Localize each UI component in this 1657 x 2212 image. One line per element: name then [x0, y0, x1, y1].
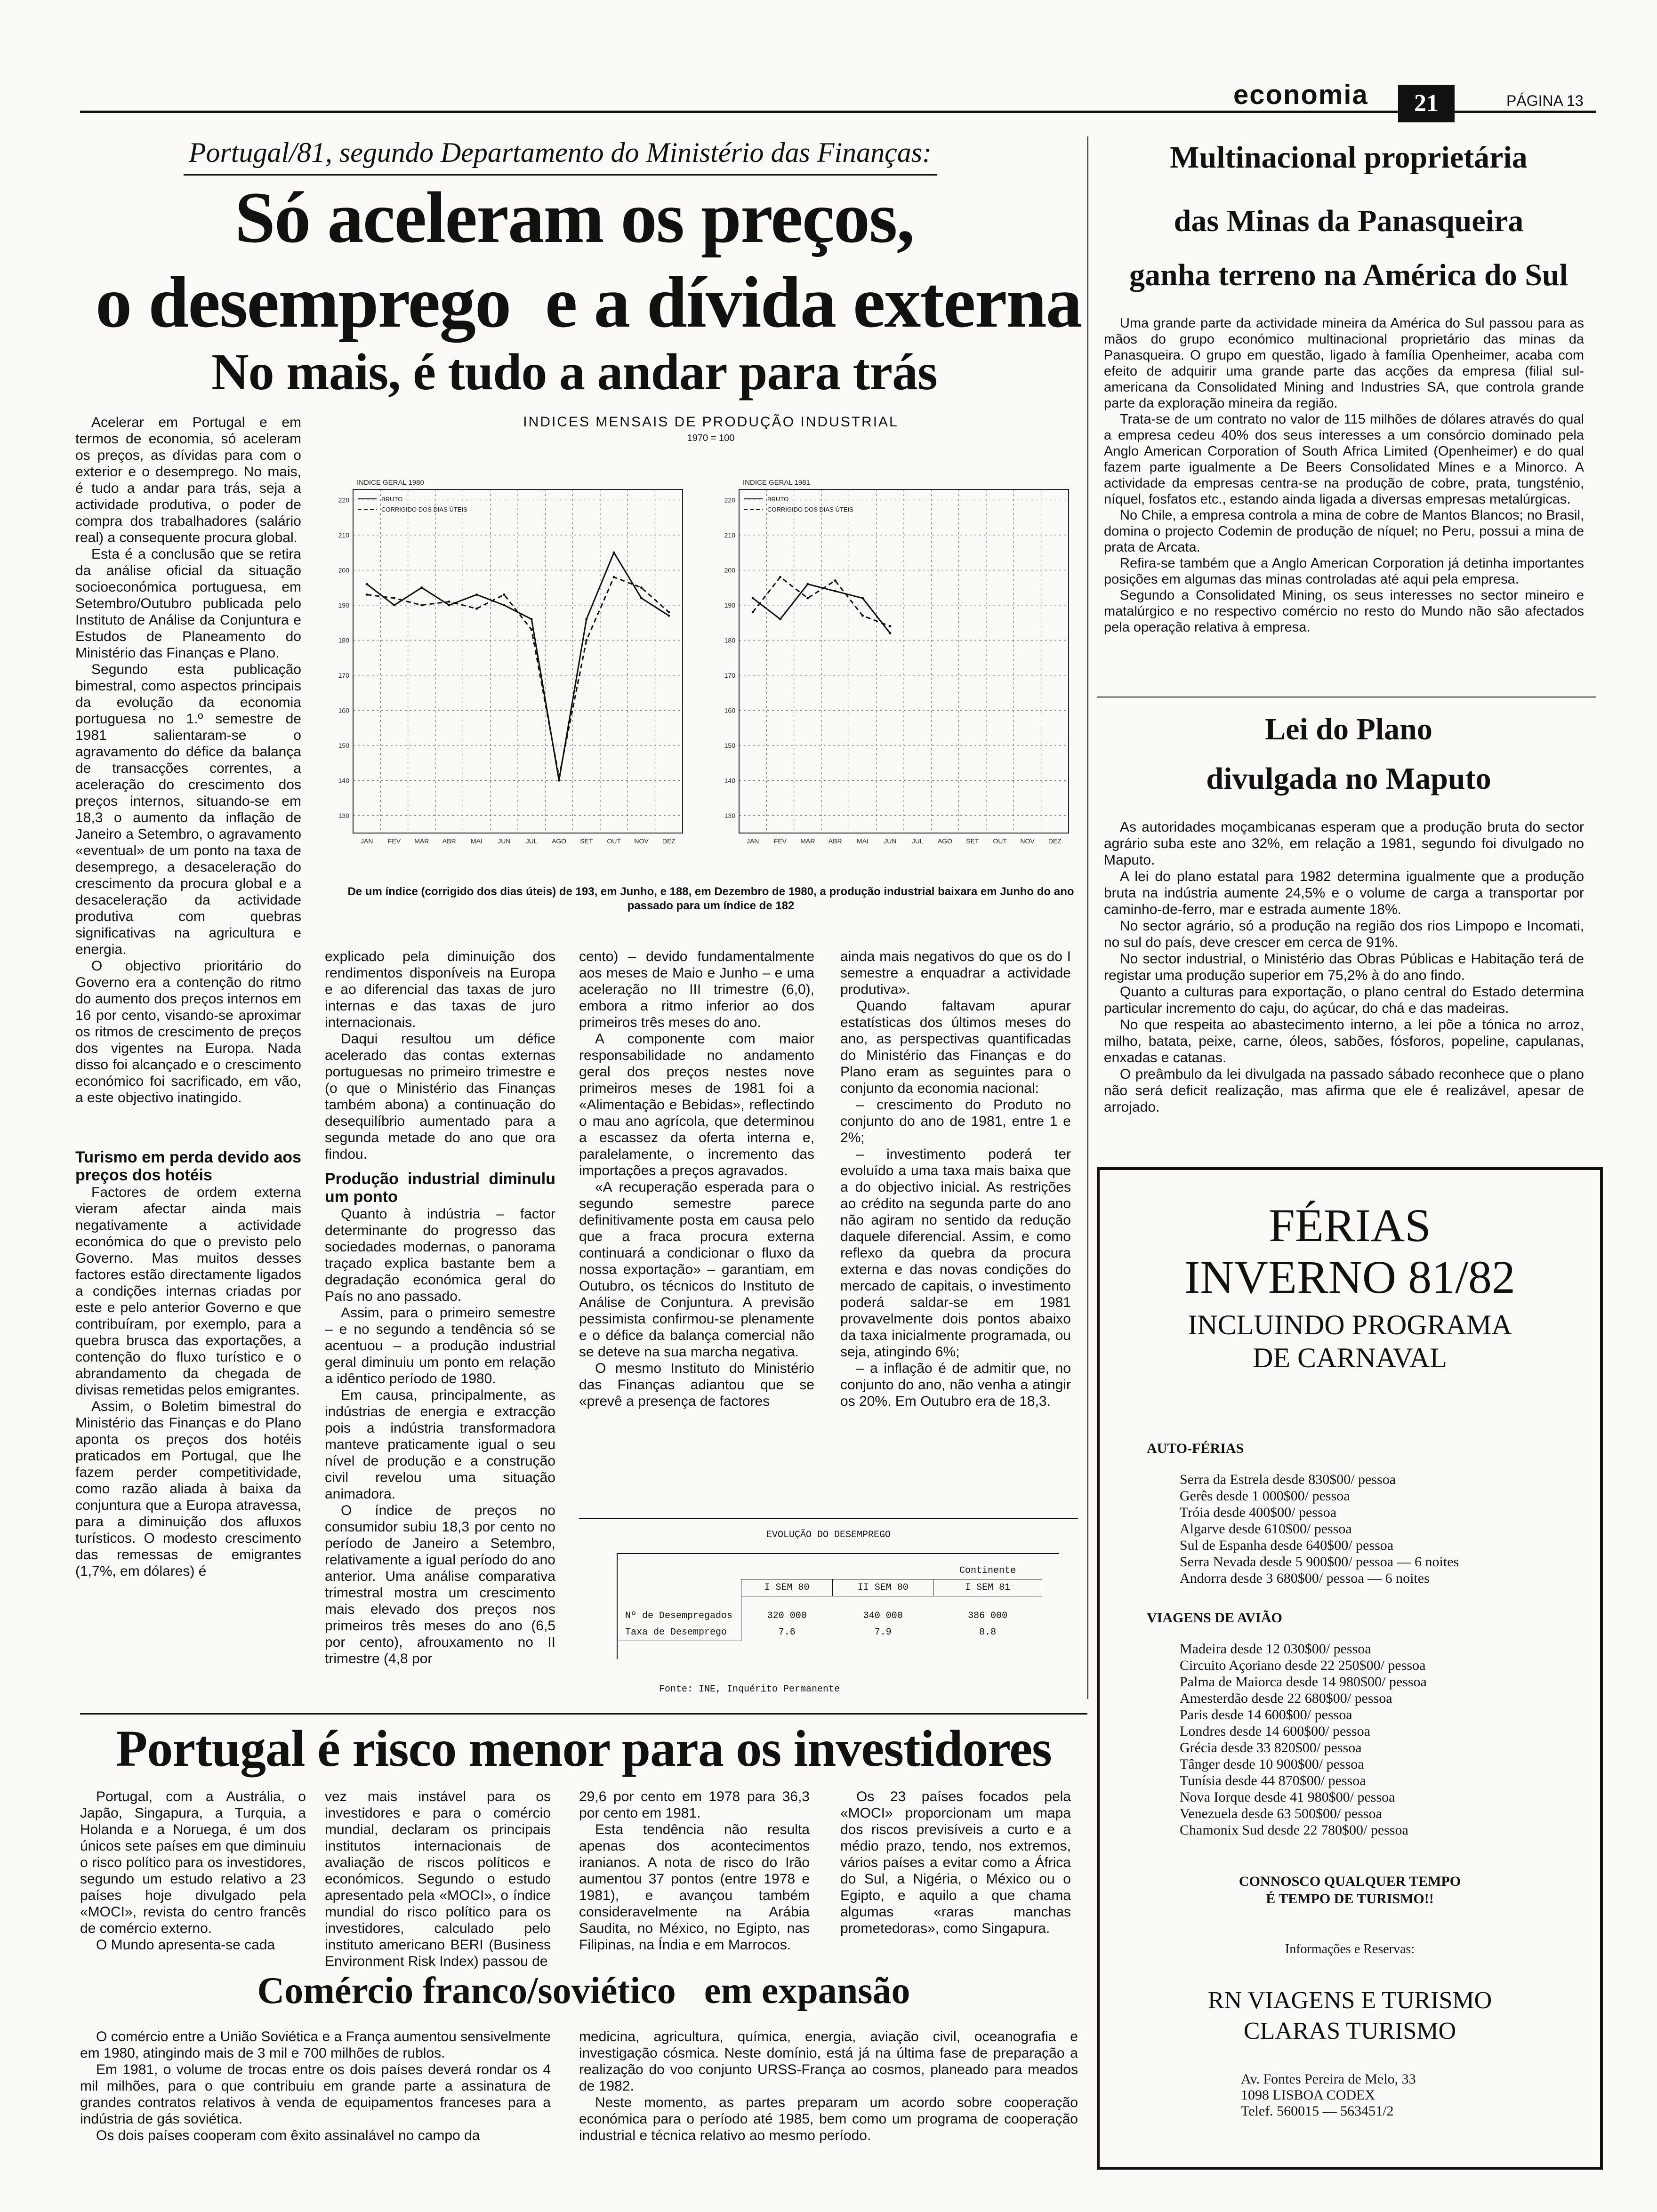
- data-point: [779, 576, 781, 578]
- y-tick-label: 210: [724, 531, 735, 539]
- list-item: Serra Nevada desde 5 900$00/ pessoa — 6 noites: [1180, 1554, 1459, 1570]
- paragraph: Uma grande parte da actividade mineira da América do Sul passou para as mãos do grupo económico multinacional proprietário das minas da Panasqueira. O grupo em questão, ligado à família Openheimer, acaba com efeito de adquirir uma grande parte das acções da empresa (filial sul-americana da Consolidated Mining and Industries SA, que controla grande parte da exploração mineira da região.: [1104, 316, 1584, 411]
- x-tick-label: AGO: [551, 837, 567, 845]
- y-tick-label: 190: [724, 601, 735, 609]
- list-item: Madeira desde 12 030$00/ pessoa: [1180, 1641, 1371, 1657]
- kicker: Portugal/81, segundo Departamento do Ministério das Finanças:: [188, 137, 932, 168]
- paragraph: Quando faltavam apurar estatísticas dos últimos meses do ano, as perspectivas quantificadas do Ministério das Finanças e do Plano eram as seguintes para o conjunto da economia nacional:: [840, 998, 1071, 1096]
- page-number: PÁGINA 13: [1506, 92, 1584, 109]
- main-column-1: [75, 414, 301, 1704]
- table-cell: 340 000: [863, 1611, 903, 1621]
- list-item: Andorra desde 3 680$00/ pessoa — 6 noites: [1180, 1571, 1430, 1586]
- x-tick-label: JUN: [498, 837, 511, 845]
- x-tick-label: OUT: [607, 837, 621, 845]
- paragraph: – investimento poderá ter evoluído a uma taxa mais baixa que a do objectivo inicial. As restrições ao crédito na segunda parte do ano não agiram no sentido da redução daquele diferencial. Assim, e como reflexo da quebra da procura externa e das novas condições do mercado de capitais, o investimento poderá saldar-se em 1981 provavelmente dois pontos abaixo da taxa inicialmente programada, ou seja, atingindo 6%;: [840, 1146, 1071, 1360]
- ad-agency-1: RN VIAGENS E TURISMO: [1207, 1987, 1492, 2014]
- page-mark: 21: [1398, 85, 1455, 122]
- list-item: Algarve desde 610$00/ pessoa: [1180, 1521, 1352, 1537]
- data-point: [366, 583, 368, 585]
- y-tick-label: 180: [724, 636, 735, 644]
- data-point: [752, 597, 754, 599]
- data-point: [640, 586, 643, 589]
- table-header: I SEM 80: [741, 1579, 833, 1596]
- paragraph: Assim, o Boletim bimestral do Ministério das Finanças e do Plano aponta os preços dos hotéis praticados em Portugal, que lhe fazem perder competitividade, como razão aliada à baixa da conjuntura que a Europa atravessa, para a diminuição dos afluxos turísticos. O modesto crescimento das remessas de emigrantes (1,7%, em dólares) é: [75, 1399, 301, 1579]
- paragraph: As autoridades moçambicanas esperam que a produção bruta do sector agrário suba este ano 32%, em relação a 1981, segundo foi divulgado no Maputo.: [1104, 819, 1584, 868]
- paragraph: A componente com maior responsabilidade no andamento geral dos preços nestes nove primeiros meses de 1981 foi a «Alimentação e Bebidas», reflectindo o mau ano agrícola, que determinou a escassez da oferta interna e, paralelamente, o incremento das importações a preços agravados.: [579, 1031, 814, 1178]
- address-line: 1098 LISBOA CODEX: [1241, 2087, 1375, 2103]
- data-point: [889, 625, 891, 627]
- list-item: Palma de Maiorca desde 14 980$00/ pessoa: [1180, 1674, 1427, 1690]
- subheading: Turismo em perda devido aos preços dos hotéis: [75, 1148, 301, 1184]
- data-point: [889, 632, 891, 634]
- y-tick-label: 150: [724, 741, 735, 749]
- series-line-corrigido: [367, 577, 669, 777]
- ad-subtitle-1: INCLUINDO PROGRAMA: [1188, 1309, 1512, 1340]
- production-chart: [325, 461, 1097, 866]
- ad-title-2: INVERNO 81/82: [1184, 1251, 1515, 1303]
- x-tick-label: AGO: [937, 837, 953, 845]
- panel-label: INDICE GERAL 1980: [357, 479, 424, 487]
- table-source: Fonte: INE, Inquérito Permanente: [659, 1684, 840, 1695]
- y-tick-label: 150: [338, 741, 349, 749]
- y-tick-label: 220: [338, 496, 349, 504]
- table-row: [619, 1596, 1042, 1625]
- x-tick-label: JAN: [360, 837, 373, 845]
- main-column-4: [840, 948, 1071, 1513]
- table-cell: 320 000: [767, 1611, 807, 1621]
- x-tick-label: NOV: [634, 837, 649, 845]
- risk-column-1: [80, 1788, 306, 1963]
- y-tick-label: 200: [724, 566, 735, 574]
- paragraph: No sector agrário, só a produção na região dos rios Limpopo e Incomati, no sul do país, deve crescer em cerca de 91%.: [1104, 918, 1584, 950]
- paragraph: O comércio entre a União Soviética e a França aumentou sensivelmente em 1980, atingindo mais de 3 mil e 700 milhões de rublos.: [80, 2029, 551, 2061]
- data-point: [834, 590, 837, 593]
- chart-subtitle: 1970 = 100: [687, 433, 735, 443]
- list-item: Tunísia desde 44 870$00/ pessoa: [1180, 1773, 1366, 1788]
- paragraph: «A recuperação esperada para o segundo semestre parece definitivamente posta em causa pelo que a fraca procura externa continuará a condicionar o fluxo da nossa exportação» – garantiam, em Outubro, os técnicos do Instituto de Análise de Conjuntura. A previsão pessimista confirmou-se plenamente e o défice da balança comercial não se deteve na sua marcha negativa.: [579, 1179, 814, 1360]
- table-row-label: Nº de Desempregados: [619, 1596, 741, 1625]
- x-tick-label: OUT: [993, 837, 1007, 845]
- paragraph: Segundo a Consolidated Mining, os seus interesses no sector mineiro e matalúrgico e no respectivo comércio no resto do Mundo não são afectados pela operação relativa à empresa.: [1104, 588, 1584, 635]
- paragraph: O objectivo prioritário do Governo era a contenção do ritmo do aumento dos preços internos em 16 por cento, visando-se aproximar os ritmos de crescimento de preços dos vigentes na Europa. Nada disso foi alcançado e o crescimento económico foi sacrificado, em vão, a este objectivo inatingido.: [75, 958, 301, 1106]
- x-tick-label: ABR: [442, 837, 456, 845]
- plano-headline-1: Lei do Plano: [1265, 712, 1432, 746]
- table-header: II SEM 80: [833, 1579, 933, 1596]
- data-point: [393, 597, 395, 599]
- paragraph: Acelerar em Portugal e em termos de economia, só aceleram os preços, as dívidas para com o exterior e o desemprego. No mais, é tudo a andar para trás, seja a actividade produtiva, o poder de compra dos trabalhadores (salário real) a consequente procura global.: [75, 415, 301, 545]
- paragraph: O mesmo Instituto do Ministério das Finanças adiantou que se «prevê a presença de factores: [579, 1361, 814, 1409]
- right-headline-1: Multinacional proprietária: [1170, 140, 1528, 175]
- ad-auto-list: [1180, 1471, 1594, 1587]
- data-point: [752, 611, 754, 613]
- address-line: Av. Fontes Pereira de Melo, 33: [1241, 2071, 1416, 2087]
- list-item: Tânger desde 10 900$00/ pessoa: [1180, 1756, 1364, 1772]
- ad-slogan-2: É TEMPO DE TURISMO!!: [1266, 1891, 1434, 1907]
- x-tick-label: MAR: [414, 837, 429, 845]
- x-tick-label: JUL: [911, 837, 924, 845]
- unemployment-table: [619, 1563, 1042, 1641]
- list-item: Tróia desde 400$00/ pessoa: [1180, 1505, 1337, 1520]
- paragraph: Os 23 países focados pela «MOCI» proporcionam um mapa dos riscos previsíveis a curto e a médio prazo, tendo, nos extremos, vários países a evitar como a África do Sul, a Nigéria, o México ou o Egipto, e aquilo a que chama algumas «raras manchas prometedoras», como Singapura.: [840, 1789, 1071, 1936]
- main-column-3: [579, 948, 814, 1513]
- paragraph: vez mais instável para os investidores e para o comércio mundial, declaram os principais institutos internacionais de avaliação de riscos políticos e económicos. Segundo o estudo apresentado pela «MOCI», o índice mundial do risco político para os investidores, calculado pelo instituto americano BERI (Business Environment Risk Index) passou de: [325, 1789, 551, 1969]
- table-cell: 7.9: [874, 1627, 892, 1638]
- paragraph: Trata-se de um contrato no valor de 115 milhões de dólares através do qual a empresa cedeu 40% dos seus interesses a um consórcio dominado pela Anglo American Corporation of South Africa Limited (Openheimer) e do qual fazem parte igualmente a De Beers Consolidated Mines e a Minorco. A actividade da empresas centra-se na produção de cobre, prata, tungsténio, níquel, fosfatos etc., estando ainda ligada a diversas empresas metalúrgicas.: [1104, 412, 1584, 507]
- x-tick-label: MAR: [800, 837, 815, 845]
- paragraph: – a inflação é de admitir que, no conjunto do ano, não venha a atingir os 20%. Em Outubro era de 18,3.: [840, 1361, 1071, 1409]
- paragraph: No que respeita ao abastecimento interno, a lei põe a tónica no arroz, milho, batata, peixe, carne, óleos, sabões, fósforos, popeline, capulanas, enxadas e catanas.: [1104, 1017, 1584, 1066]
- y-tick-label: 200: [338, 566, 349, 574]
- paragraph: A lei do plano estatal para 1982 determina igualmente que a produção bruta na indústria aumente 24,5% e o volume de carga a transportar por caminho-de-ferro, mar e estrada aumente 18%.: [1104, 869, 1584, 917]
- x-tick-label: JAN: [746, 837, 759, 845]
- ad-agency-2: CLARAS TURISMO: [1243, 2018, 1456, 2044]
- unemployment-table-box: [579, 1525, 1078, 1704]
- series-line-bruto: [367, 553, 669, 780]
- paragraph: Daqui resultou um défice acelerado das contas externas portuguesas no primeiro trimestre e (o que o Ministério das Finanças também abona) a continuação do desequilíbrio aumentado para a segunda metade do ano que ora findou.: [325, 1031, 555, 1162]
- table-row-label: Taxa de Desemprego: [619, 1624, 741, 1641]
- list-item: Circuito Açoriano desde 22 250$00/ pessoa: [1180, 1658, 1426, 1673]
- franco-left: [80, 2028, 551, 2170]
- table-header: I SEM 81: [933, 1579, 1042, 1596]
- y-tick-label: 140: [338, 777, 349, 785]
- x-tick-label: SET: [966, 837, 979, 845]
- table-cell: 7.6: [778, 1627, 796, 1638]
- data-point: [531, 628, 533, 631]
- risk-column-4: [840, 1788, 1071, 1963]
- data-point: [613, 552, 615, 554]
- risk-column-2: [325, 1788, 551, 1969]
- data-point: [585, 639, 587, 641]
- ad-subtitle-2: DE CARNAVAL: [1253, 1342, 1447, 1373]
- data-point: [420, 586, 423, 589]
- data-point: [585, 618, 587, 620]
- data-point: [806, 597, 809, 599]
- data-point: [640, 597, 643, 599]
- paragraph: Neste momento, as partes preparam um acordo sobre cooperação económica para o período até 1985, bem como um programa de cooperação industrial e técnica relativo ao mesmo período.: [579, 2095, 1078, 2143]
- column-divider: [1087, 136, 1088, 1699]
- y-tick-label: 160: [724, 706, 735, 714]
- y-tick-label: 160: [338, 706, 349, 714]
- x-tick-label: FEV: [773, 837, 787, 845]
- y-tick-label: 190: [338, 601, 349, 609]
- x-tick-label: MAI: [471, 837, 483, 845]
- list-item: Nova Iorque desde 41 980$00/ pessoa: [1180, 1789, 1395, 1805]
- x-tick-label: DEZ: [1048, 837, 1062, 845]
- data-point: [420, 604, 423, 606]
- table-row: [619, 1624, 1042, 1641]
- list-item: Amesterdão desde 22 680$00/ pessoa: [1180, 1691, 1392, 1706]
- table-cell: 386 000: [968, 1611, 1008, 1621]
- ad-section-air: VIAGENS DE AVIÃO: [1147, 1610, 1282, 1626]
- paragraph: Portugal, com a Austrália, o Japão, Singapura, a Turquia, a Holanda e a Noruega, é um dos únicos sete países em que diminuiu o risco político para os investidores, segundo um estudo relativo a 23 países hoje divulgado pela «MOCI», revista do centro francês de comércio externo.: [80, 1789, 306, 1936]
- data-point: [558, 776, 560, 778]
- risk-headline: Portugal é risco menor para os investidores: [116, 1720, 1052, 1777]
- data-point: [475, 593, 478, 596]
- paragraph: Segundo esta publicação bimestral, como aspectos principais da evolução da economia portuguesa no 1.º semestre de 1981 salientaram-se o agravamento do défice da balança de transacções correntes, a aceleração do crescimento dos preços internos, situando-se em 18,3 o aumento da inflação de Janeiro a Setembro, o agravamento «eventual» de um ponto na taxa de desemprego, a desaceleração do crescimento da procura global e a desaceleração da actividade produtiva com quebras significativas na agricultura e energia.: [75, 662, 301, 957]
- legend-label: BRUTO: [767, 496, 789, 503]
- list-item: Gerês desde 1 000$00/ pessoa: [1180, 1488, 1350, 1504]
- x-tick-label: NOV: [1020, 837, 1035, 845]
- table-cell: 8.8: [979, 1627, 997, 1638]
- section-label: economia: [1233, 80, 1368, 110]
- paragraph: cento) – devido fundamentalmente aos meses de Maio e Junho – e uma aceleração no III trimestre (6,0), embora a ritmo inferior ao dos primeiros três meses do ano.: [579, 949, 814, 1030]
- paragraph: Refira-se também que a Anglo American Corporation já detinha importantes posições em algumas das minas controladas até aqui pela empresa.: [1104, 556, 1584, 587]
- right-headline-2: das Minas da Panasqueira: [1174, 204, 1524, 238]
- headline-line-1: Só aceleram os preços,: [234, 177, 914, 258]
- legend-label: BRUTO: [381, 496, 403, 503]
- paragraph: O Mundo apresenta-se cada: [96, 1937, 275, 1953]
- risk-top-rule: [80, 1713, 1087, 1715]
- x-tick-label: ABR: [828, 837, 842, 845]
- data-point: [531, 618, 533, 620]
- x-tick-label: FEV: [387, 837, 401, 845]
- y-tick-label: 220: [724, 496, 735, 504]
- paragraph: – crescimento do Produto no conjunto do ano de 1981, entre 1 e 2%;: [840, 1097, 1071, 1146]
- paragraph: Esta tendência não resulta apenas dos acontecimentos iranianos. A nota de risco do Irão aumentou 37 pontos (entre 1978 e 1981), e avançou também consideravelmente na Arábia Saudita, no México, no Egipto, nas Filipinas, na Índia e em Marrocos.: [579, 1822, 810, 1953]
- data-point: [558, 779, 560, 782]
- paragraph: Em causa, principalmente, as indústrias de energia e extracção pois a indústria transformadora manteve praticamente igual o seu nível de produção e a construção civil revelou uma situação animadora.: [325, 1387, 555, 1502]
- franco-right: [579, 2028, 1078, 2170]
- data-point: [366, 593, 368, 596]
- list-item: Grécia desde 33 820$00/ pessoa: [1180, 1740, 1362, 1755]
- data-point: [779, 618, 781, 620]
- ad-address: [1241, 2071, 1416, 2119]
- list-item: Paris desde 14 600$00/ pessoa: [1180, 1707, 1352, 1723]
- data-point: [861, 615, 864, 617]
- list-item: Sul de Espanha desde 640$00/ pessoa: [1180, 1538, 1394, 1553]
- list-item: Chamonix Sud desde 22 780$00/ pessoa: [1180, 1822, 1408, 1838]
- data-point: [613, 576, 615, 578]
- x-tick-label: SET: [580, 837, 593, 845]
- paragraph: Esta é a conclusão que se retira da análise oficial da situação socioeconómica portuguesa, em Setembro/Outubro publicada pelo Instituto de Análise da Conjuntura e Estudos de Planeamento do Ministério das Finanças e Plano.: [75, 546, 301, 661]
- subheading: Produção industrial diminulu um ponto: [325, 1170, 555, 1206]
- y-tick-label: 130: [338, 811, 349, 819]
- paragraph: medicina, agricultura, química, energia, aviação civil, oceanografia e investigação cósmica. Neste domínio, está já na última fase de preparação a realização do voo conjunto URSS-França ao cosmos, planeado para meados de 1982.: [579, 2029, 1078, 2094]
- ad-slogan-1: CONNOSCO QUALQUER TEMPO: [1239, 1874, 1461, 1889]
- data-point: [806, 583, 809, 585]
- data-point: [393, 604, 395, 606]
- y-tick-label: 140: [724, 777, 735, 785]
- data-point: [475, 608, 478, 610]
- paragraph: Assim, para o primeiro semestre – e no segundo a tendência só se acentuou – a produção industrial geral diminuiu um ponto em relação a idêntico período de 1980.: [325, 1305, 555, 1387]
- paragraph: Quanto a culturas para exportação, o plano central do Estado determina particular incremento do caju, do açúcar, do chá e das madeiras.: [1104, 984, 1584, 1016]
- plano-story-body: [1104, 819, 1584, 1158]
- paragraph: Quanto à indústria – factor determinante do progresso das sociedades modernas, o panorama traçado explica bastante bem a degradação económica geral do País no ano passado.: [325, 1206, 555, 1304]
- franco-headline: Comércio franco/soviético em expansão: [257, 1970, 910, 2012]
- data-point: [448, 604, 450, 606]
- list-item: Serra da Estrela desde 830$00/ pessoa: [1180, 1472, 1396, 1487]
- paragraph: No Chile, a empresa controla a mina de cobre de Mantos Blancos; no Brasil, domina o projecto Codemin de produção de níquel; no Peru, possui a mina de prata de Arcata.: [1104, 508, 1584, 555]
- y-tick-label: 130: [724, 811, 735, 819]
- paragraph: Os dois países cooperam com êxito assinalável no campo da: [96, 2128, 480, 2143]
- data-point: [668, 615, 670, 617]
- right-headline-3: ganha terreno na América do Sul: [1129, 258, 1568, 292]
- data-point: [503, 604, 505, 606]
- paragraph: explicado pela diminuição dos rendimentos disponíveis na Europa e ao diferencial das taxas de juro internas e das taxas de juro internacionais.: [325, 949, 555, 1030]
- list-item: Venezuela desde 63 500$00/ pessoa: [1180, 1806, 1382, 1821]
- paragraph: ainda mais negativos do que os do I semestre a enquadrar a actividade produtiva».: [840, 949, 1071, 997]
- x-tick-label: DEZ: [662, 837, 676, 845]
- paragraph: 29,6 por cento em 1978 para 36,3 por cento em 1981.: [579, 1789, 810, 1821]
- table-region: Continente: [933, 1563, 1042, 1579]
- chart-caption: De um índice (corrigido dos dias úteis) de 193, em Junho, e 188, em Dezembro de 1980, a produção industrial baixara em Junho do ano passado para um índice de 182: [347, 885, 1074, 912]
- risk-column-3: [579, 1788, 810, 1963]
- legend-label: CORRIGIDO DOS DIAS ÚTEIS: [381, 506, 467, 513]
- ad-title-1: FÉRIAS: [1269, 1199, 1431, 1251]
- ad-section-auto: AUTO-FÉRIAS: [1147, 1441, 1244, 1456]
- paragraph: O preâmbulo da lei divulgada na passado sábado reconhece que o plano não será deficit realização, mas afirma que ele é realizável, apesar de arrojado.: [1104, 1066, 1584, 1115]
- plano-headline-2: divulgada no Maputo: [1206, 761, 1491, 796]
- data-point: [503, 593, 505, 596]
- right-story-body: [1104, 315, 1584, 692]
- y-tick-label: 170: [724, 671, 735, 679]
- x-tick-label: JUL: [525, 837, 538, 845]
- data-point: [834, 579, 837, 582]
- headline-line-2: o desemprego e a dívida externa: [95, 262, 1082, 343]
- y-tick-label: 210: [338, 531, 349, 539]
- paragraph: No sector industrial, o Ministério das Obras Públicas e Habitação terá de registar uma produção superior em 75,2% à do ano findo.: [1104, 951, 1584, 983]
- ad-info: Informações e Reservas:: [1285, 1942, 1415, 1956]
- unemployment-title: EVOLUÇÃO DO DESEMPREGO: [766, 1530, 891, 1540]
- ferias-advertisement: [1097, 1167, 1603, 2170]
- paragraph: Em 1981, o volume de trocas entre os dois países deverá rondar os 4 mil milhões, para o que contribuiu em grande parte a assinatura de grandes contratos relativos à venda de equipamentos franceses para a indústria de gás soviética.: [80, 2062, 551, 2127]
- list-item: Londres desde 14 600$00/ pessoa: [1180, 1723, 1370, 1739]
- ad-air-list: [1180, 1641, 1594, 1838]
- data-point: [668, 611, 670, 613]
- legend-label: CORRIGIDO DOS DIAS ÚTEIS: [767, 506, 853, 513]
- y-tick-label: 170: [338, 671, 349, 679]
- subheadline: No mais, é tudo a andar para trás: [211, 343, 937, 401]
- table-top-rule: [579, 1518, 1078, 1519]
- x-tick-label: JUN: [884, 837, 897, 845]
- chart-title: INDICES MENSAIS DE PRODUÇÃO INDUSTRIAL: [523, 414, 899, 430]
- address-line: Telef. 560015 — 563451/2: [1241, 2103, 1394, 2119]
- y-tick-label: 180: [338, 636, 349, 644]
- main-column-2: [325, 948, 555, 1701]
- masthead-rule: [80, 111, 1596, 113]
- kicker-underline: [184, 174, 937, 176]
- data-point: [861, 597, 864, 599]
- data-point: [448, 601, 450, 603]
- paragraph: Factores de ordem externa vieram afectar ainda mais negativamente a actividade económica do que o previsto pelo Governo. Mas muitos desses factores estão directamente ligados a condições internas criadas por este e pelo anterior Governo e que contribuíram, por exemplo, para a quebra brusca das exportações, a contenção do fluxo turístico e o abrandamento da chegada de divisas remetidas pelos emigrantes.: [75, 1185, 301, 1398]
- paragraph: O índice de preços no consumidor subiu 18,3 por cento no período de Janeiro a Setembro, relativamente a igual período do ano anterior. Uma análise comparativa trimestral mostra um crescimento mais elevado dos preços nos primeiros três meses do ano (6,5 por cento), afrouxamento no II trimestre (4,8 por: [325, 1503, 555, 1667]
- panel-label: INDICE GERAL 1981: [743, 479, 810, 487]
- x-tick-label: MAI: [857, 837, 869, 845]
